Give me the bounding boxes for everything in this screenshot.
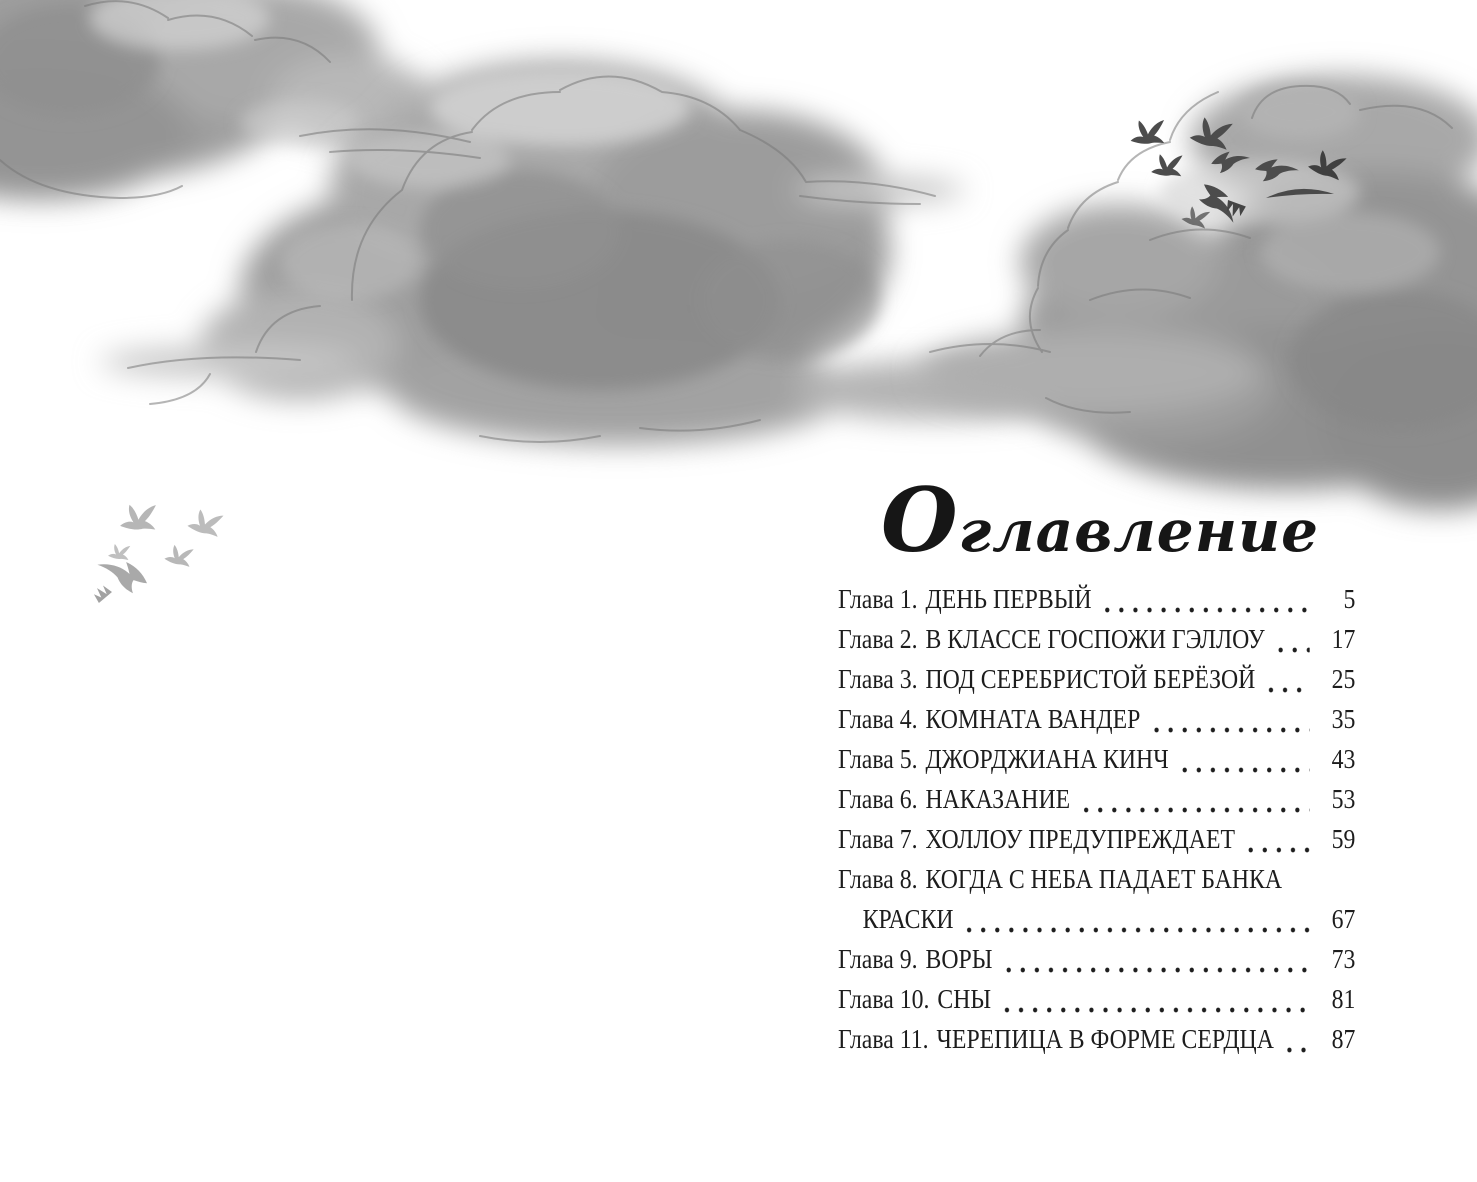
chapter-title: СНЫ — [937, 984, 992, 1014]
page-number: 87 — [1331, 1024, 1356, 1054]
chapter-title: КРАСКИ — [862, 904, 954, 934]
page-number: 43 — [1331, 744, 1356, 774]
chapter-title: КОМНАТА ВАНДЕР — [925, 704, 1141, 734]
dot-leader — [1244, 847, 1310, 853]
page-number: 17 — [1331, 624, 1356, 654]
page-number: 53 — [1331, 784, 1356, 814]
chapter-label: Глава 10. — [838, 984, 930, 1014]
toc-entry-chapter-11 — [838, 1024, 1355, 1064]
chapter-label: Глава 11. — [838, 1024, 929, 1054]
bird-icon — [118, 502, 158, 533]
chapter-title: ДЕНЬ ПЕРВЫЙ — [925, 584, 1092, 614]
page-number: 67 — [1331, 904, 1356, 934]
page-number: 25 — [1331, 664, 1356, 694]
bird-icon — [91, 554, 151, 603]
page-number: 81 — [1331, 984, 1356, 1014]
dot-leader — [962, 927, 1309, 933]
page-number: 59 — [1331, 824, 1356, 854]
dot-leader — [1274, 647, 1310, 653]
chapter-title: ЧЕРЕПИЦА В ФОРМЕ СЕРДЦА — [936, 1024, 1274, 1054]
page-title: Оглавление — [880, 467, 1320, 572]
toc-entry-chapter-8-line-1 — [838, 864, 1355, 904]
chapter-label: Глава 6. — [838, 784, 918, 814]
chapter-label: Глава 9. — [838, 944, 918, 974]
chapter-title: ВОРЫ — [925, 944, 993, 974]
toc-entry-chapter-6 — [838, 784, 1355, 824]
dot-leader — [1264, 687, 1310, 693]
toc-entry-chapter-4 — [838, 704, 1355, 744]
chapter-label: Глава 8. — [838, 864, 918, 894]
chapter-label: Глава 1. — [838, 584, 918, 614]
chapter-label: Глава 5. — [838, 744, 918, 774]
chapter-label: Глава 3. — [838, 664, 918, 694]
dot-leader — [1177, 767, 1309, 773]
dot-leader — [1001, 967, 1309, 973]
toc-entry-chapter-3 — [838, 664, 1355, 704]
dot-leader — [1000, 1007, 1310, 1013]
page-number: 35 — [1331, 704, 1356, 734]
bird-flock-faint — [91, 502, 224, 603]
chapter-title: ДЖОРДЖИАНА КИНЧ — [925, 744, 1169, 774]
toc-entry-chapter-8-line-2 — [838, 904, 1355, 944]
chapter-label: Глава 4. — [838, 704, 918, 734]
bird-icon — [164, 544, 194, 567]
bird-icon — [187, 508, 224, 537]
bird-icon — [1150, 153, 1184, 179]
table-of-contents — [838, 584, 1355, 1064]
bird-icon — [108, 544, 130, 560]
dot-leader — [1283, 1047, 1310, 1053]
chapter-title: ХОЛЛОУ ПРЕДУПРЕЖДАЕТ — [925, 824, 1236, 854]
dot-leader — [1100, 607, 1309, 613]
page-number: 73 — [1331, 944, 1356, 974]
dot-leader — [1079, 807, 1310, 813]
chapter-label: Глава 7. — [838, 824, 918, 854]
toc-entry-chapter-1 — [838, 584, 1355, 624]
chapter-title: НАКАЗАНИЕ — [925, 784, 1071, 814]
toc-entry-chapter-9 — [838, 944, 1355, 984]
toc-entry-chapter-5 — [838, 744, 1355, 784]
chapter-label: Глава 2. — [838, 624, 918, 654]
chapter-title: В КЛАССЕ ГОСПОЖИ ГЭЛЛОУ — [925, 624, 1265, 654]
toc-entry-chapter-7 — [838, 824, 1355, 864]
chapter-title: КОГДА С НЕБА ПАДАЕТ БАНКА — [925, 864, 1283, 894]
toc-entry-chapter-10 — [838, 984, 1355, 1024]
dot-leader — [1149, 727, 1310, 733]
chapter-title: ПОД СЕРЕБРИСТОЙ БЕРЁЗОЙ — [925, 664, 1256, 694]
page-number: 5 — [1343, 584, 1356, 614]
toc-entry-chapter-2 — [838, 624, 1355, 664]
